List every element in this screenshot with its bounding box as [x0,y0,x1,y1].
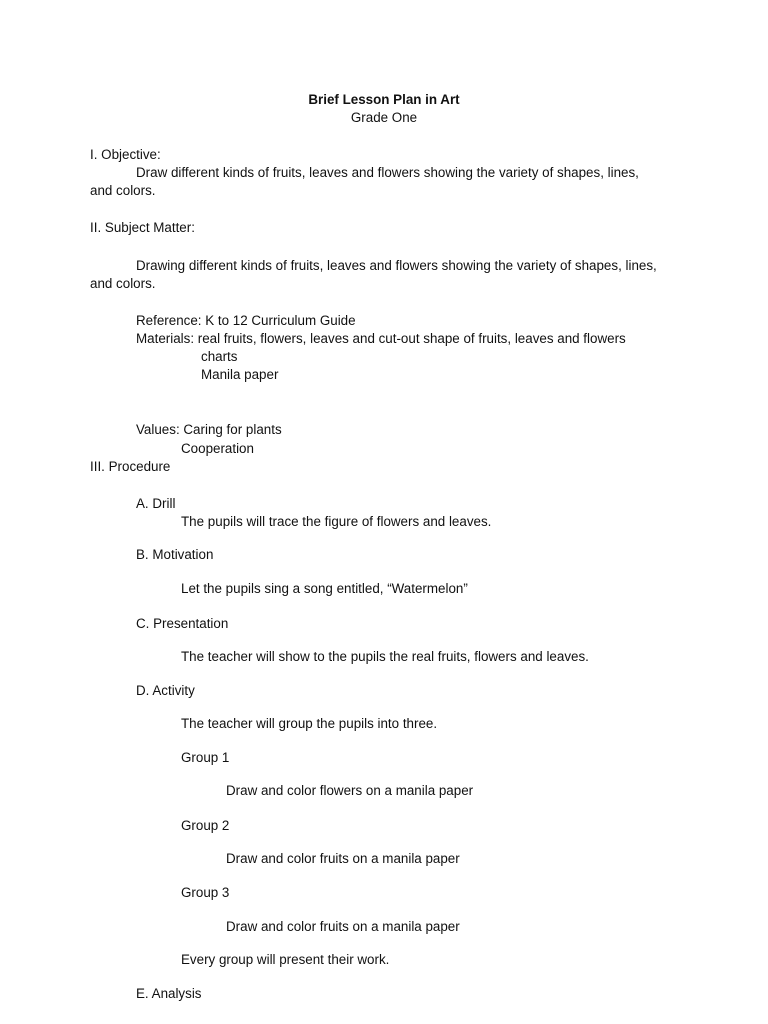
procedure-heading: III. Procedure [90,459,171,474]
materials-line: Materials: real fruits, flowers, leaves and cut-out shape of fruits, leaves and flowers [136,331,626,346]
subject-matter-heading: II. Subject Matter: [90,220,195,235]
objective-text-line2: and colors. [90,183,156,198]
values-item-cooperation: Cooperation [181,441,254,456]
analysis-heading: E. Analysis [136,986,202,1001]
objective-text-line1: Draw different kinds of fruits, leaves and flowers showing the variety of shapes, lines, [136,165,639,180]
document-title: Brief Lesson Plan in Art [308,92,460,107]
objective-heading: I. Objective: [90,147,161,162]
presentation-heading: C. Presentation [136,616,229,631]
group-2-task: Draw and color fruits on a manila paper [226,851,460,866]
document-subtitle: Grade One [350,110,418,125]
motivation-heading: B. Motivation [136,547,214,562]
group-1-label: Group 1 [181,750,230,765]
reference-line: Reference: K to 12 Curriculum Guide [136,313,356,328]
values-line: Values: Caring for plants [136,422,282,437]
motivation-text: Let the pupils sing a song entitled, “Watermelon” [181,581,468,596]
group-1-task: Draw and color flowers on a manila paper [226,783,474,798]
activity-heading: D. Activity [136,683,195,698]
activity-intro: The teacher will group the pupils into three. [181,716,438,731]
drill-heading: A. Drill [136,496,176,511]
materials-item-charts: charts [201,349,238,364]
group-3-label: Group 3 [181,885,230,900]
presentation-text: The teacher will show to the pupils the real fruits, flowers and leaves. [181,649,589,664]
drill-text: The pupils will trace the figure of flowers and leaves. [181,514,492,529]
materials-item-manila-paper: Manila paper [201,367,279,382]
subject-matter-text-line1: Drawing different kinds of fruits, leaves and flowers showing the variety of shapes, lines, [136,258,657,273]
group-2-label: Group 2 [181,818,230,833]
activity-closing: Every group will present their work. [181,952,390,967]
group-3-task: Draw and color fruits on a manila paper [226,919,460,934]
subject-matter-text-line2: and colors. [90,276,156,291]
